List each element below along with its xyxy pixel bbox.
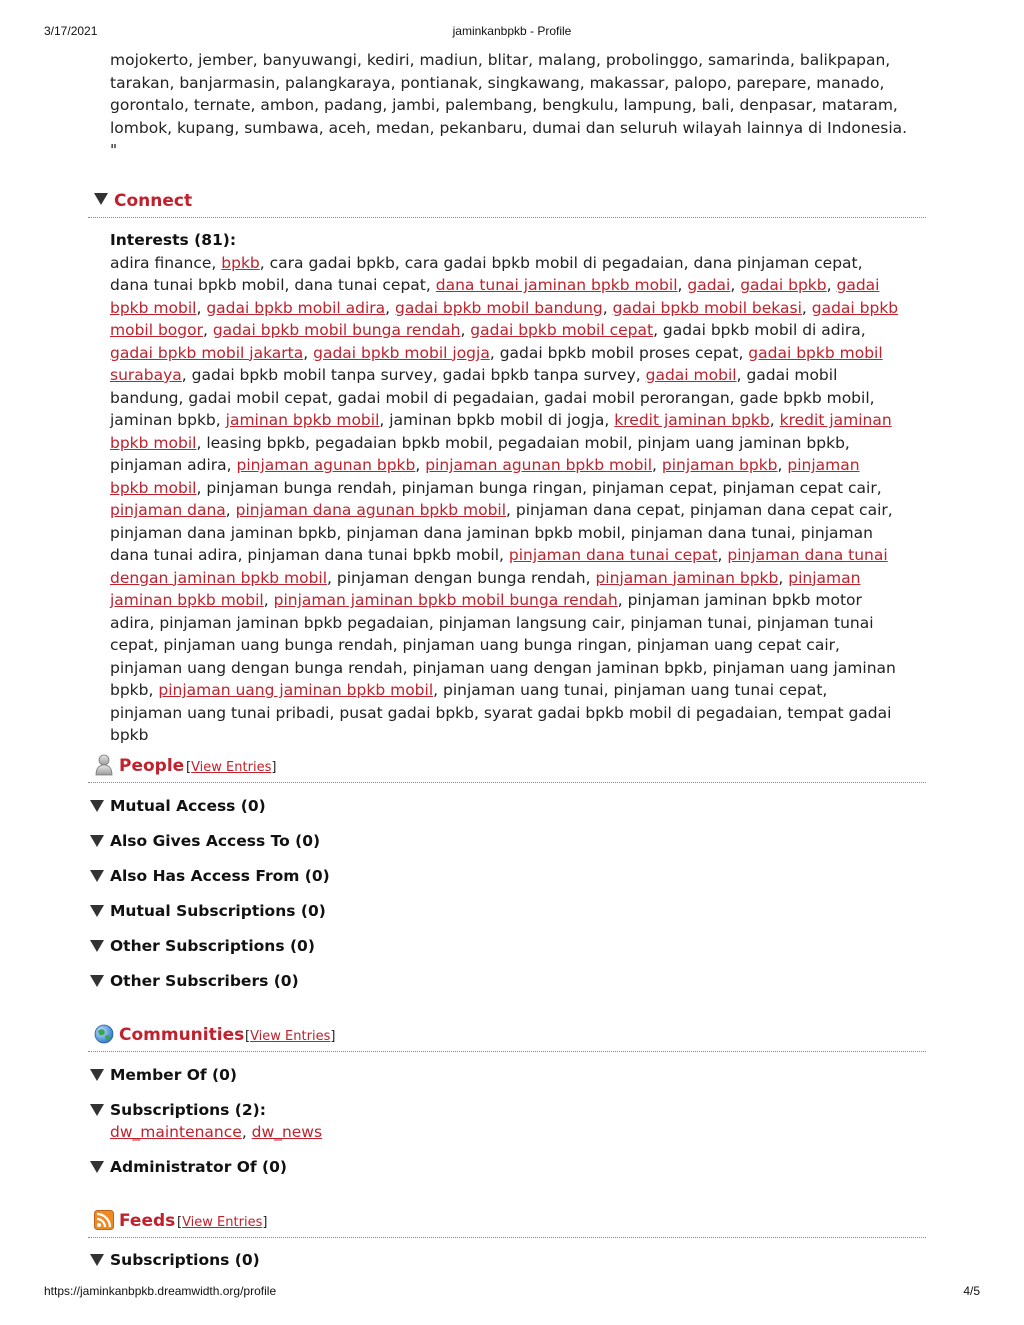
interest-link[interactable]: gadai bpkb <box>740 276 827 294</box>
interest-text: pinjaman uang jaminan bpkb <box>110 658 896 699</box>
interest-link[interactable]: gadai bpkb mobil bekasi <box>612 298 802 317</box>
interest-text: pinjaman cepat cair <box>722 478 877 497</box>
rss-icon <box>94 1209 114 1231</box>
interest-link[interactable]: pinjaman dana tunai cepat <box>508 546 718 564</box>
communities-section-header <box>88 1021 926 1052</box>
interest-text: cara gadai bpkb <box>269 253 395 272</box>
interest-text: jaminan bpkb <box>110 411 216 429</box>
location-line: " <box>110 141 118 159</box>
interest-text: leasing bpkb <box>206 433 306 452</box>
interest-link[interactable]: pinjaman uang jaminan bpkb mobil <box>158 681 434 699</box>
interest-text: gadai bpkb mobil di adira <box>662 321 861 339</box>
collapse-triangle-icon[interactable] <box>90 905 104 917</box>
interest-text: dana tunai cepat <box>294 276 426 294</box>
interests-label: Interests (81): <box>110 231 237 249</box>
interest-link[interactable]: bpkb <box>221 253 260 272</box>
collapse-triangle-icon[interactable] <box>90 1161 104 1173</box>
interest-text: gade bpkb mobil <box>739 388 870 407</box>
interest-text: gadai mobil di pegadaian <box>337 388 535 407</box>
interest-text: pinjaman uang tunai <box>443 681 604 699</box>
interest-text: pinjaman dana tunai bpkb mobil <box>247 546 500 564</box>
interest-text: pinjaman bunga rendah <box>206 478 392 497</box>
people-section-header <box>88 752 926 783</box>
feeds-section-header <box>88 1207 926 1238</box>
interest-text: pinjaman uang dengan jaminan bpkb <box>412 658 703 677</box>
interest-text: gadai mobil perorangan <box>544 388 730 407</box>
interest-text: pinjaman uang cepat cair <box>636 636 835 654</box>
interest-link[interactable]: kredit jaminan bpkb mobil <box>110 411 892 452</box>
people-item-label: Mutual Access (0) <box>110 797 266 815</box>
interest-link[interactable]: pinjaman jaminan bpkb mobil bunga rendah <box>273 591 618 609</box>
print-footer <box>0 1284 1024 1300</box>
interest-text: pinjaman jaminan bpkb pegadaian <box>159 613 429 632</box>
community-subscriptions-label: Subscriptions (2): <box>110 1101 266 1119</box>
interest-text: tempat gadai bpkb <box>110 703 892 744</box>
interest-text: pinjaman uang tunai cepat <box>613 681 823 699</box>
interest-text: adira finance <box>110 253 212 272</box>
communities-title: Communities <box>119 1025 245 1045</box>
feeds-view-entries-wrap: [View Entries] <box>177 1215 268 1230</box>
interest-link[interactable]: pinjaman dana tunai dengan jaminan bpkb mobil <box>110 546 888 587</box>
people-item-label: Mutual Subscriptions (0) <box>110 902 326 920</box>
interest-text: pinjaman dana jaminan bpkb mobil <box>346 523 621 542</box>
interest-link[interactable]: pinjaman dana <box>110 501 226 519</box>
print-header <box>0 24 1024 40</box>
interest-text: pinjaman uang bunga ringan <box>402 636 627 654</box>
interest-link[interactable]: pinjaman dana agunan bpkb mobil <box>235 501 507 519</box>
administrator-of-label: Administrator Of (0) <box>110 1158 288 1176</box>
people-view-entries-link[interactable]: View Entries <box>191 760 272 775</box>
collapse-triangle-icon[interactable] <box>90 940 104 952</box>
interest-link[interactable]: gadai bpkb mobil bandung <box>395 298 603 317</box>
print-title: jaminkanbpkb - Profile <box>452 24 572 38</box>
interest-text: pegadaian bpkb mobil <box>315 433 489 452</box>
interest-link[interactable]: gadai bpkb mobil jogja <box>313 343 490 362</box>
interest-text: pinjaman adira <box>110 456 227 474</box>
interest-text: cara gadai bpkb mobil di pegadaian <box>404 253 684 272</box>
interest-link[interactable]: pinjaman bpkb mobil <box>110 456 860 497</box>
interest-text: gadai bpkb mobil proses cepat <box>499 343 739 362</box>
interest-link[interactable]: jaminan bpkb mobil <box>225 411 380 429</box>
interest-text: syarat gadai bpkb mobil di pegadaian <box>483 703 778 722</box>
interest-link[interactable]: gadai bpkb mobil jakarta <box>110 343 304 362</box>
location-line: mojokerto, jember, banyuwangi, kediri, madiun, blitar, malang, probolinggo, samarinda, balikpapan, <box>110 51 891 69</box>
interest-link[interactable]: dana tunai jaminan bpkb mobil <box>435 276 678 294</box>
collapse-triangle-icon[interactable] <box>90 975 104 987</box>
interest-text: pinjaman uang bunga rendah <box>163 636 393 654</box>
interest-text: pinjaman dana jaminan bpkb <box>110 523 337 542</box>
print-page-number: 4/5 <box>963 1284 980 1298</box>
collapse-triangle-icon[interactable] <box>90 1254 104 1266</box>
connect-title: Connect <box>114 191 193 211</box>
interest-link[interactable]: pinjaman jaminan bpkb mobil <box>110 568 861 609</box>
interest-link[interactable]: kredit jaminan bpkb <box>614 411 770 429</box>
feeds-subscriptions-label: Subscriptions (0) <box>110 1251 260 1269</box>
interest-text: pinjaman dana tunai <box>630 523 791 542</box>
interest-link[interactable]: gadai mobil <box>645 366 737 384</box>
people-title: People <box>119 756 185 776</box>
interest-text: pinjaman cepat <box>592 478 713 497</box>
collapse-triangle-icon[interactable] <box>90 870 104 882</box>
interest-text: dana tunai bpkb mobil <box>110 276 285 294</box>
feeds-view-entries-link[interactable]: View Entries <box>182 1215 263 1230</box>
interest-text: pusat gadai bpkb <box>339 703 475 722</box>
interest-text: pinjaman dana cepat <box>515 501 681 519</box>
communities-view-entries-link[interactable]: View Entries <box>250 1029 331 1044</box>
interest-link[interactable]: gadai bpkb mobil bogor <box>110 298 899 339</box>
interest-text: pinjaman uang dengan bunga rendah <box>110 658 403 677</box>
collapse-triangle-icon[interactable] <box>90 835 104 847</box>
community-link[interactable]: dw_news <box>251 1123 323 1141</box>
collapse-triangle-icon[interactable] <box>94 193 108 205</box>
location-line: lombok, kupang, sumbawa, aceh, medan, pekanbaru, dumai dan seluruh wilayah lainnya di Indonesia. <box>110 118 908 137</box>
interest-text: pegadaian mobil <box>497 433 628 452</box>
interest-link[interactable]: pinjaman bpkb <box>661 456 778 474</box>
people-item-label: Also Has Access From (0) <box>110 867 330 885</box>
people-item-label: Also Gives Access To (0) <box>110 832 321 850</box>
interest-text: pinjaman tunai cepat <box>110 613 874 654</box>
collapse-triangle-icon[interactable] <box>90 1104 104 1116</box>
communities-view-entries-wrap: [View Entries] <box>245 1029 336 1044</box>
interest-text: pinjaman bunga ringan <box>401 478 583 497</box>
interest-text: pinjaman langsung cair <box>438 613 621 632</box>
feeds-title: Feeds <box>119 1211 176 1231</box>
interest-link[interactable]: gadai <box>687 276 731 294</box>
interests-list: adira finance, bpkb, cara gadai bpkb, cara gadai bpkb mobil di pegadaian, dana pinjaman cepat, dana tunai bpkb mobil, dana tunai cepat, dana tunai jaminan bpkb mobil, gadai, gadai bpkb, gadai bpkb mobil, gadai bpkb mobil adira, gadai bpkb mobil bandung, gadai bpkb mobil bekasi, gadai bpkb mobil bogor, gadai bpkb mobil bunga rendah, gadai bpkb mobil cepat, gadai bpkb mobil di adira, gadai bpkb mobil jakarta, gadai bpkb mobil jogja, gadai bpkb mobil proses cepat, gadai bpkb mobil surabaya, gadai bpkb mobil tanpa survey, gadai bpkb tanpa survey, gadai mobil, gadai mobil bandung, gadai mobil cepat, gadai mobil di pegadaian, gadai mobil perorangan, gade bpkb mobil, jaminan bpkb, jaminan bpkb mobil, jaminan bpkb mobil di jogja, kredit jaminan bpkb, kredit jaminan bpkb mobil, leasing bpkb, pegadaian bpkb mobil, pegadaian mobil, pinjam uang jaminan bpkb, pinjaman adira, pinjaman agunan bpkb, pinjaman agunan bpkb mobil, pinjaman bpkb, pinjaman bpkb mobil, pinjaman bunga rendah, pinjaman bunga ringan, pinjaman cepat, pinjaman cepat cair, pinjaman dana, pinjaman dana agunan bpkb mobil, pinjaman dana cepat, pinjaman dana cepat cair, pinjaman dana jaminan bpkb, pinjaman dana jaminan bpkb mobil, pinjaman dana tunai, pinjaman dana tunai adira, pinjaman dana tunai bpkb mobil, pinjaman dana tunai cepat, pinjaman dana tunai dengan jaminan bpkb mobil, pinjaman dengan bunga rendah, pinjaman jaminan bpkb, pinjaman jaminan bpkb mobil, pinjaman jaminan bpkb mobil bunga rendah, pinjaman jaminan bpkb motor adira, pinjaman jaminan bpkb pegadaian, pinjaman langsung cair, pinjaman tunai, pinjaman tunai cepat, pinjaman uang bunga rendah, pinjaman uang bunga ringan, pinjaman uang cepat cair, pinjaman uang dengan bunga rendah, pinjaman uang dengan jaminan bpkb, pinjaman uang jaminan bpkb, pinjaman uang jaminan bpkb mobil, pinjaman uang tunai, pinjaman uang tunai cepat, pinjaman uang tunai pribadi, pusat gadai bpkb, syarat gadai bpkb mobil di pegadaian, tempat gadai bpkb <box>110 253 899 744</box>
interest-text: gadai bpkb tanpa survey <box>442 366 636 384</box>
interest-link[interactable]: pinjaman agunan bpkb mobil <box>425 456 653 474</box>
collapse-triangle-icon[interactable] <box>90 800 104 812</box>
person-icon <box>94 754 114 776</box>
location-line: tarakan, banjarmasin, palangkaraya, pontianak, singkawang, makassar, palopo, parepare, manado, <box>110 73 885 92</box>
people-item-label: Other Subscribers (0) <box>110 972 299 990</box>
interest-text: pinjaman dengan bunga rendah <box>336 568 586 587</box>
people-item-label: Other Subscriptions (0) <box>110 937 315 955</box>
interests-block <box>110 229 900 747</box>
location-paragraph <box>110 49 908 162</box>
community-link[interactable]: dw_maintenance <box>110 1123 242 1141</box>
interest-link[interactable]: gadai bpkb mobil surabaya <box>110 343 883 384</box>
interest-text: pinjaman dana cepat cair <box>689 501 888 519</box>
print-date: 3/17/2021 <box>44 24 98 38</box>
interest-text: pinjaman jaminan bpkb motor adira <box>110 591 862 632</box>
connect-section-header[interactable] <box>88 187 926 218</box>
interest-link[interactable]: pinjaman jaminan bpkb <box>595 568 779 587</box>
interest-text: gadai mobil cepat <box>188 388 328 407</box>
print-url: https://jaminkanbpkb.dreamwidth.org/profile <box>44 1284 277 1298</box>
interest-link[interactable]: pinjaman agunan bpkb <box>236 456 416 474</box>
interest-text: gadai bpkb mobil tanpa survey <box>191 366 433 384</box>
location-line: gorontalo, ternate, ambon, padang, jambi, palembang, bengkulu, lampung, bali, denpasar, mataram, <box>110 96 898 114</box>
interest-text: pinjam uang jaminan bpkb <box>637 433 845 452</box>
interest-text: pinjaman uang tunai pribadi <box>110 703 330 722</box>
globe-icon <box>94 1023 114 1045</box>
interest-link[interactable]: gadai bpkb mobil bunga rendah <box>212 321 461 339</box>
interest-text: dana pinjaman cepat <box>693 253 858 272</box>
interest-text: jaminan bpkb mobil di jogja <box>389 411 605 429</box>
member-of-label: Member Of (0) <box>110 1066 238 1084</box>
community-subscriptions-list: dw_maintenance, dw_news <box>110 1123 323 1141</box>
collapse-triangle-icon[interactable] <box>90 1069 104 1081</box>
interest-link[interactable]: gadai bpkb mobil adira <box>206 298 386 317</box>
interest-text: gadai mobil bandung <box>110 366 838 407</box>
interest-link[interactable]: gadai bpkb mobil cepat <box>470 321 654 339</box>
interest-text: pinjaman dana tunai adira <box>110 523 873 564</box>
people-view-entries-wrap: [View Entries] <box>186 760 277 775</box>
interest-link[interactable]: gadai bpkb mobil <box>110 276 880 317</box>
interest-text: pinjaman tunai <box>630 613 748 632</box>
